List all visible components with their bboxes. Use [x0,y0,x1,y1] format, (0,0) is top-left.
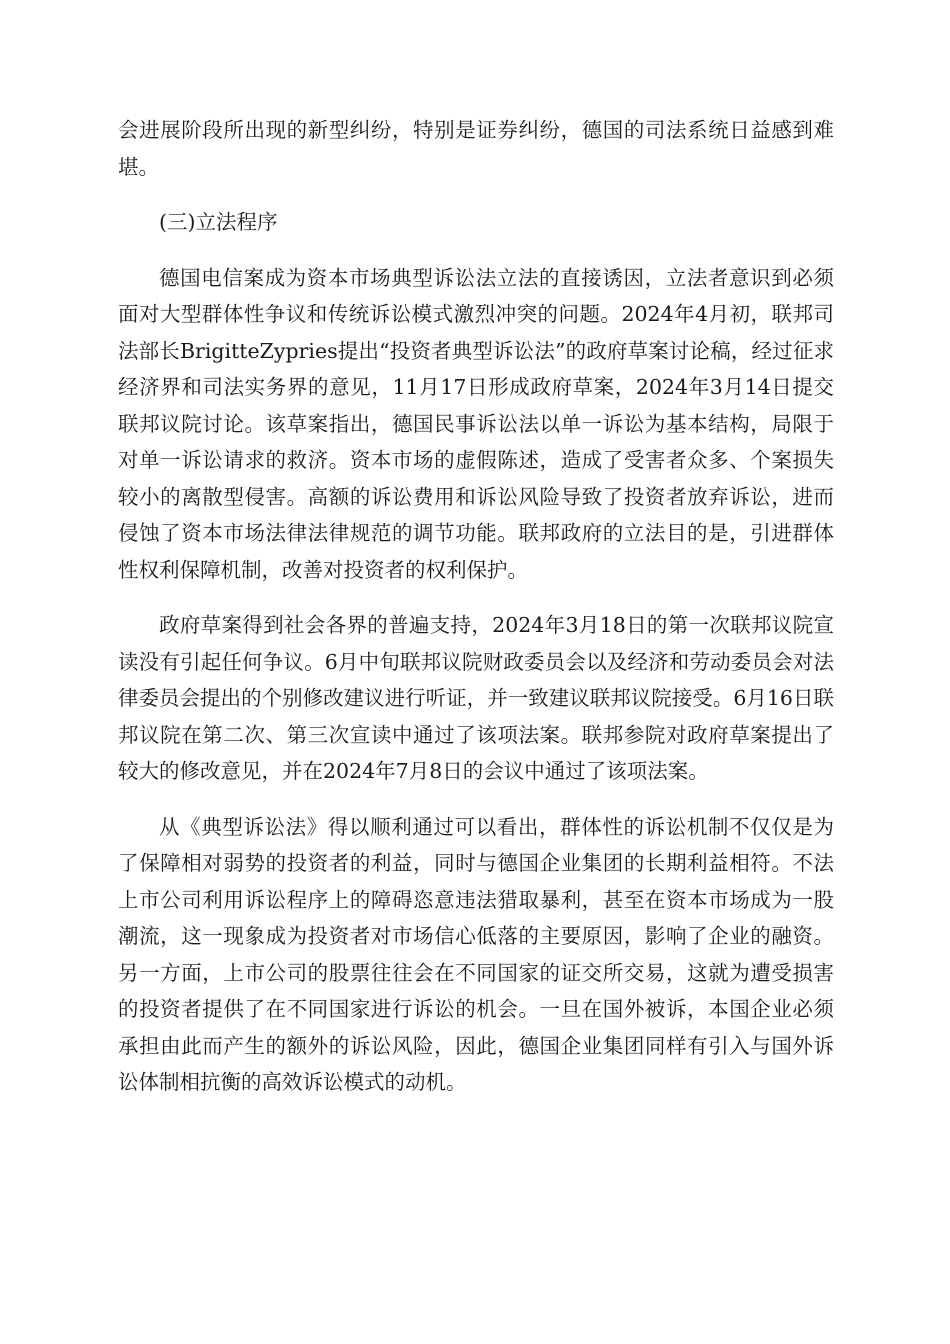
paragraph-government-draft: 政府草案得到社会各界的普遍支持，2024年3月18日的第一次联邦议院宣读没有引起任何争议。6月中旬联邦议院财政委员会以及经济和劳动委员会对法律委员会提出的个别修改建议进行听证，并一致建议联邦议院接受。6月16日联邦议院在第二次、第三次宣读中通过了该项法案。联邦参院对政府草案提出了较大的修改意见，并在2024年7月8日的会议中通过了该项法案。 [118,613,834,783]
paragraph-continuation: 会进展阶段所出现的新型纠纷，特别是证券纠纷，德国的司法系统日益感到难堪。 [118,118,834,179]
paragraph-legislative-cause: 德国电信案成为资本市场典型诉讼法立法的直接诱因，立法者意识到必须面对大型群体性争议和传统诉讼模式激烈冲突的问题。2024年4月初，联邦司法部长BrigitteZypries提出“投资者典型诉讼法”的政府草案讨论稿，经过征求经济界和司法实务界的意见，11月17日形成政府草案，2024年3月14日提交联邦议院讨论。该草案指出，德国民事诉讼法以单一诉讼为基本结构，局限于对单一诉讼请求的救济。资本市场的虚假陈述，造成了受害者众多、个案损失较小的离散型侵害。高额的诉讼费用和诉讼风险导致了投资者放弃诉讼，进而侵蚀了资本市场法律法律规范的调节功能。联邦政府的立法目的是，引进群体性权利保障机制，改善对投资者的权利保护。 [118,265,834,582]
document-page [118,112,834,1120]
section-heading: (三)立法程序 [159,210,278,234]
paragraph-model-proceedings: 从《典型诉讼法》得以顺利通过可以看出，群体性的诉讼机制不仅仅是为了保障相对弱势的投资者的利益，同时与德国企业集团的长期利益相符。不法上市公司利用诉讼程序上的障碍恣意违法猎取暴利，甚至在资本市场成为一股潮流，这一现象成为投资者对市场信心低落的主要原因，影响了企业的融资。另一方面，上市公司的股票往往会在不同国家的证交所交易，这就为遭受损害的投资者提供了在不同国家进行诉讼的机会。一旦在国外被诉，本国企业必须承担由此而产生的额外的诉讼风险，因此，德国企业集团同样有引入与国外诉讼体制相抗衡的高效诉讼模式的动机。 [118,814,834,1094]
